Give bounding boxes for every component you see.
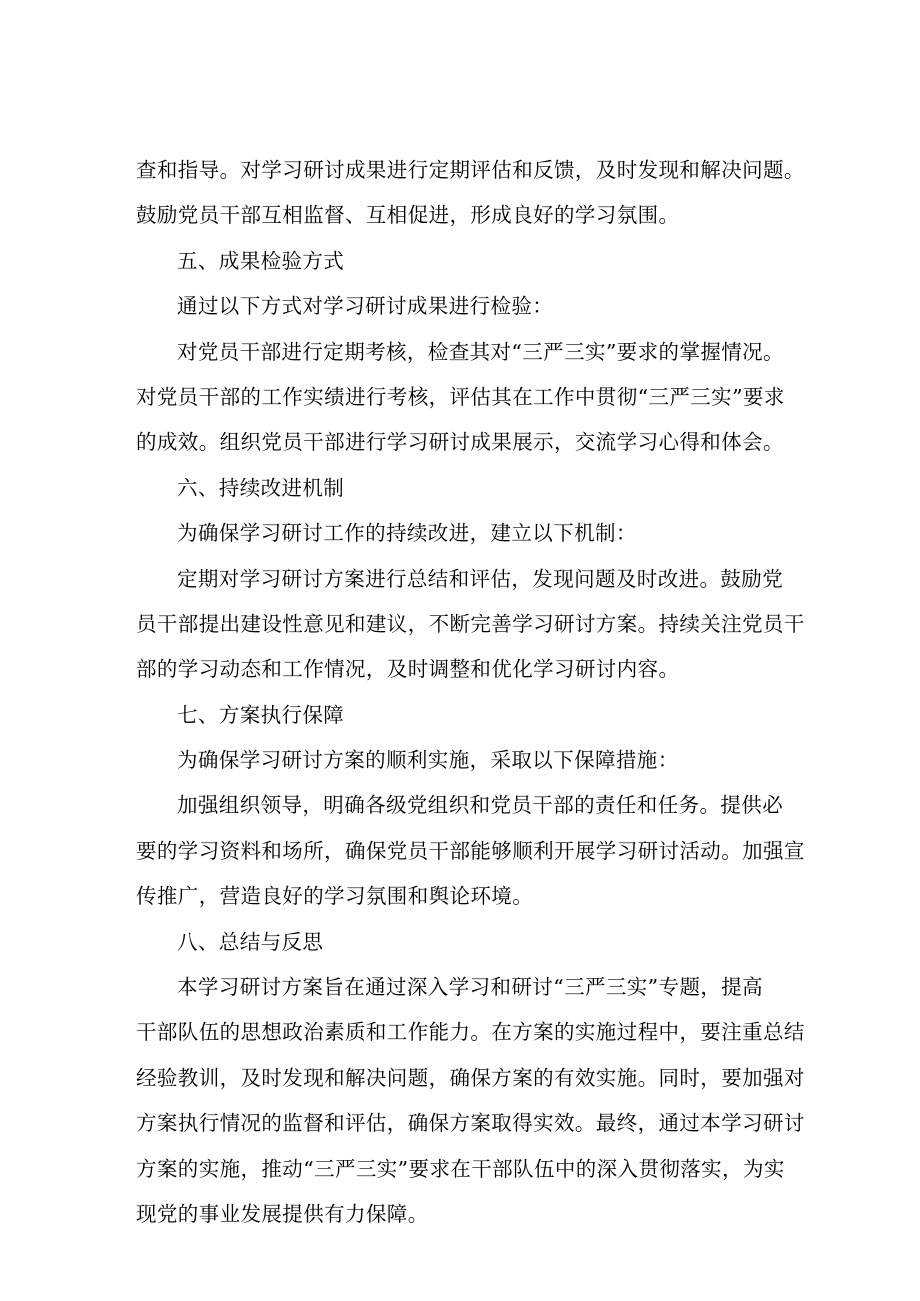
text-line: 方案的实施，推动“三严三实”要求在干部队伍中的深入贯彻落实，为实 <box>136 1156 785 1181</box>
text-line: 现党的事业发展提供有力保障。 <box>136 1201 429 1226</box>
text-line: 部的学习动态和工作情况，及时调整和优化学习研讨内容。 <box>136 657 680 682</box>
text-line: 通过以下方式对学习研讨成果进行检验： <box>177 294 554 319</box>
text-line: 为确保学习研讨方案的顺利实施，采取以下保障措施： <box>177 748 679 773</box>
text-line: 对党员干部进行定期考核，检查其对“三严三实”要求的掌握情况。 <box>177 339 784 364</box>
text-line: 方案执行情况的监督和评估，确保方案取得实效。最终，通过本学习研讨 <box>136 1111 805 1136</box>
text-line: 要的学习资料和场所，确保党员干部能够顺利开展学习研讨活动。加强宣 <box>136 838 805 863</box>
text-line: 经验教训，及时发现和解决问题，确保方案的有效实施。同时，要加强对 <box>136 1065 805 1090</box>
text-line: 的成效。组织党员干部进行学习研讨成果展示，交流学习心得和体会。 <box>136 430 784 455</box>
text-line: 定期对学习研讨方案进行总结和评估，发现问题及时改进。鼓励党 <box>177 566 784 591</box>
text-line: 鼓励党员干部互相监督、互相促进，形成良好的学习氛围。 <box>136 203 680 228</box>
section-heading: 六、持续改进机制 <box>177 475 345 500</box>
text-line: 本学习研讨方案旨在通过深入学习和研讨“三严三实”专题，提高 <box>177 975 764 1000</box>
text-line: 查和指导。对学习研讨成果进行定期评估和反馈，及时发现和解决问题。 <box>136 158 805 182</box>
section-heading: 八、总结与反思 <box>177 929 324 954</box>
text-line: 对党员干部的工作实绩进行考核，评估其在工作中贯彻“三严三实”要求 <box>136 384 785 409</box>
text-line: 为确保学习研讨工作的持续改进，建立以下机制： <box>177 521 637 546</box>
document-body <box>136 148 805 1237</box>
text-line: 干部队伍的思想政治素质和工作能力。在方案的实施过程中，要注重总结 <box>136 1020 805 1045</box>
text-line: 员干部提出建设性意见和建议，不断完善学习研讨方案。持续关注党员干 <box>136 611 805 636</box>
section-heading: 五、成果检验方式 <box>177 248 345 273</box>
text-line: 加强组织领导，明确各级党组织和党员干部的责任和任务。提供必 <box>177 793 784 818</box>
text-line: 传推广，营造良好的学习氛围和舆论环境。 <box>136 884 534 909</box>
section-heading: 七、方案执行保障 <box>177 702 345 727</box>
